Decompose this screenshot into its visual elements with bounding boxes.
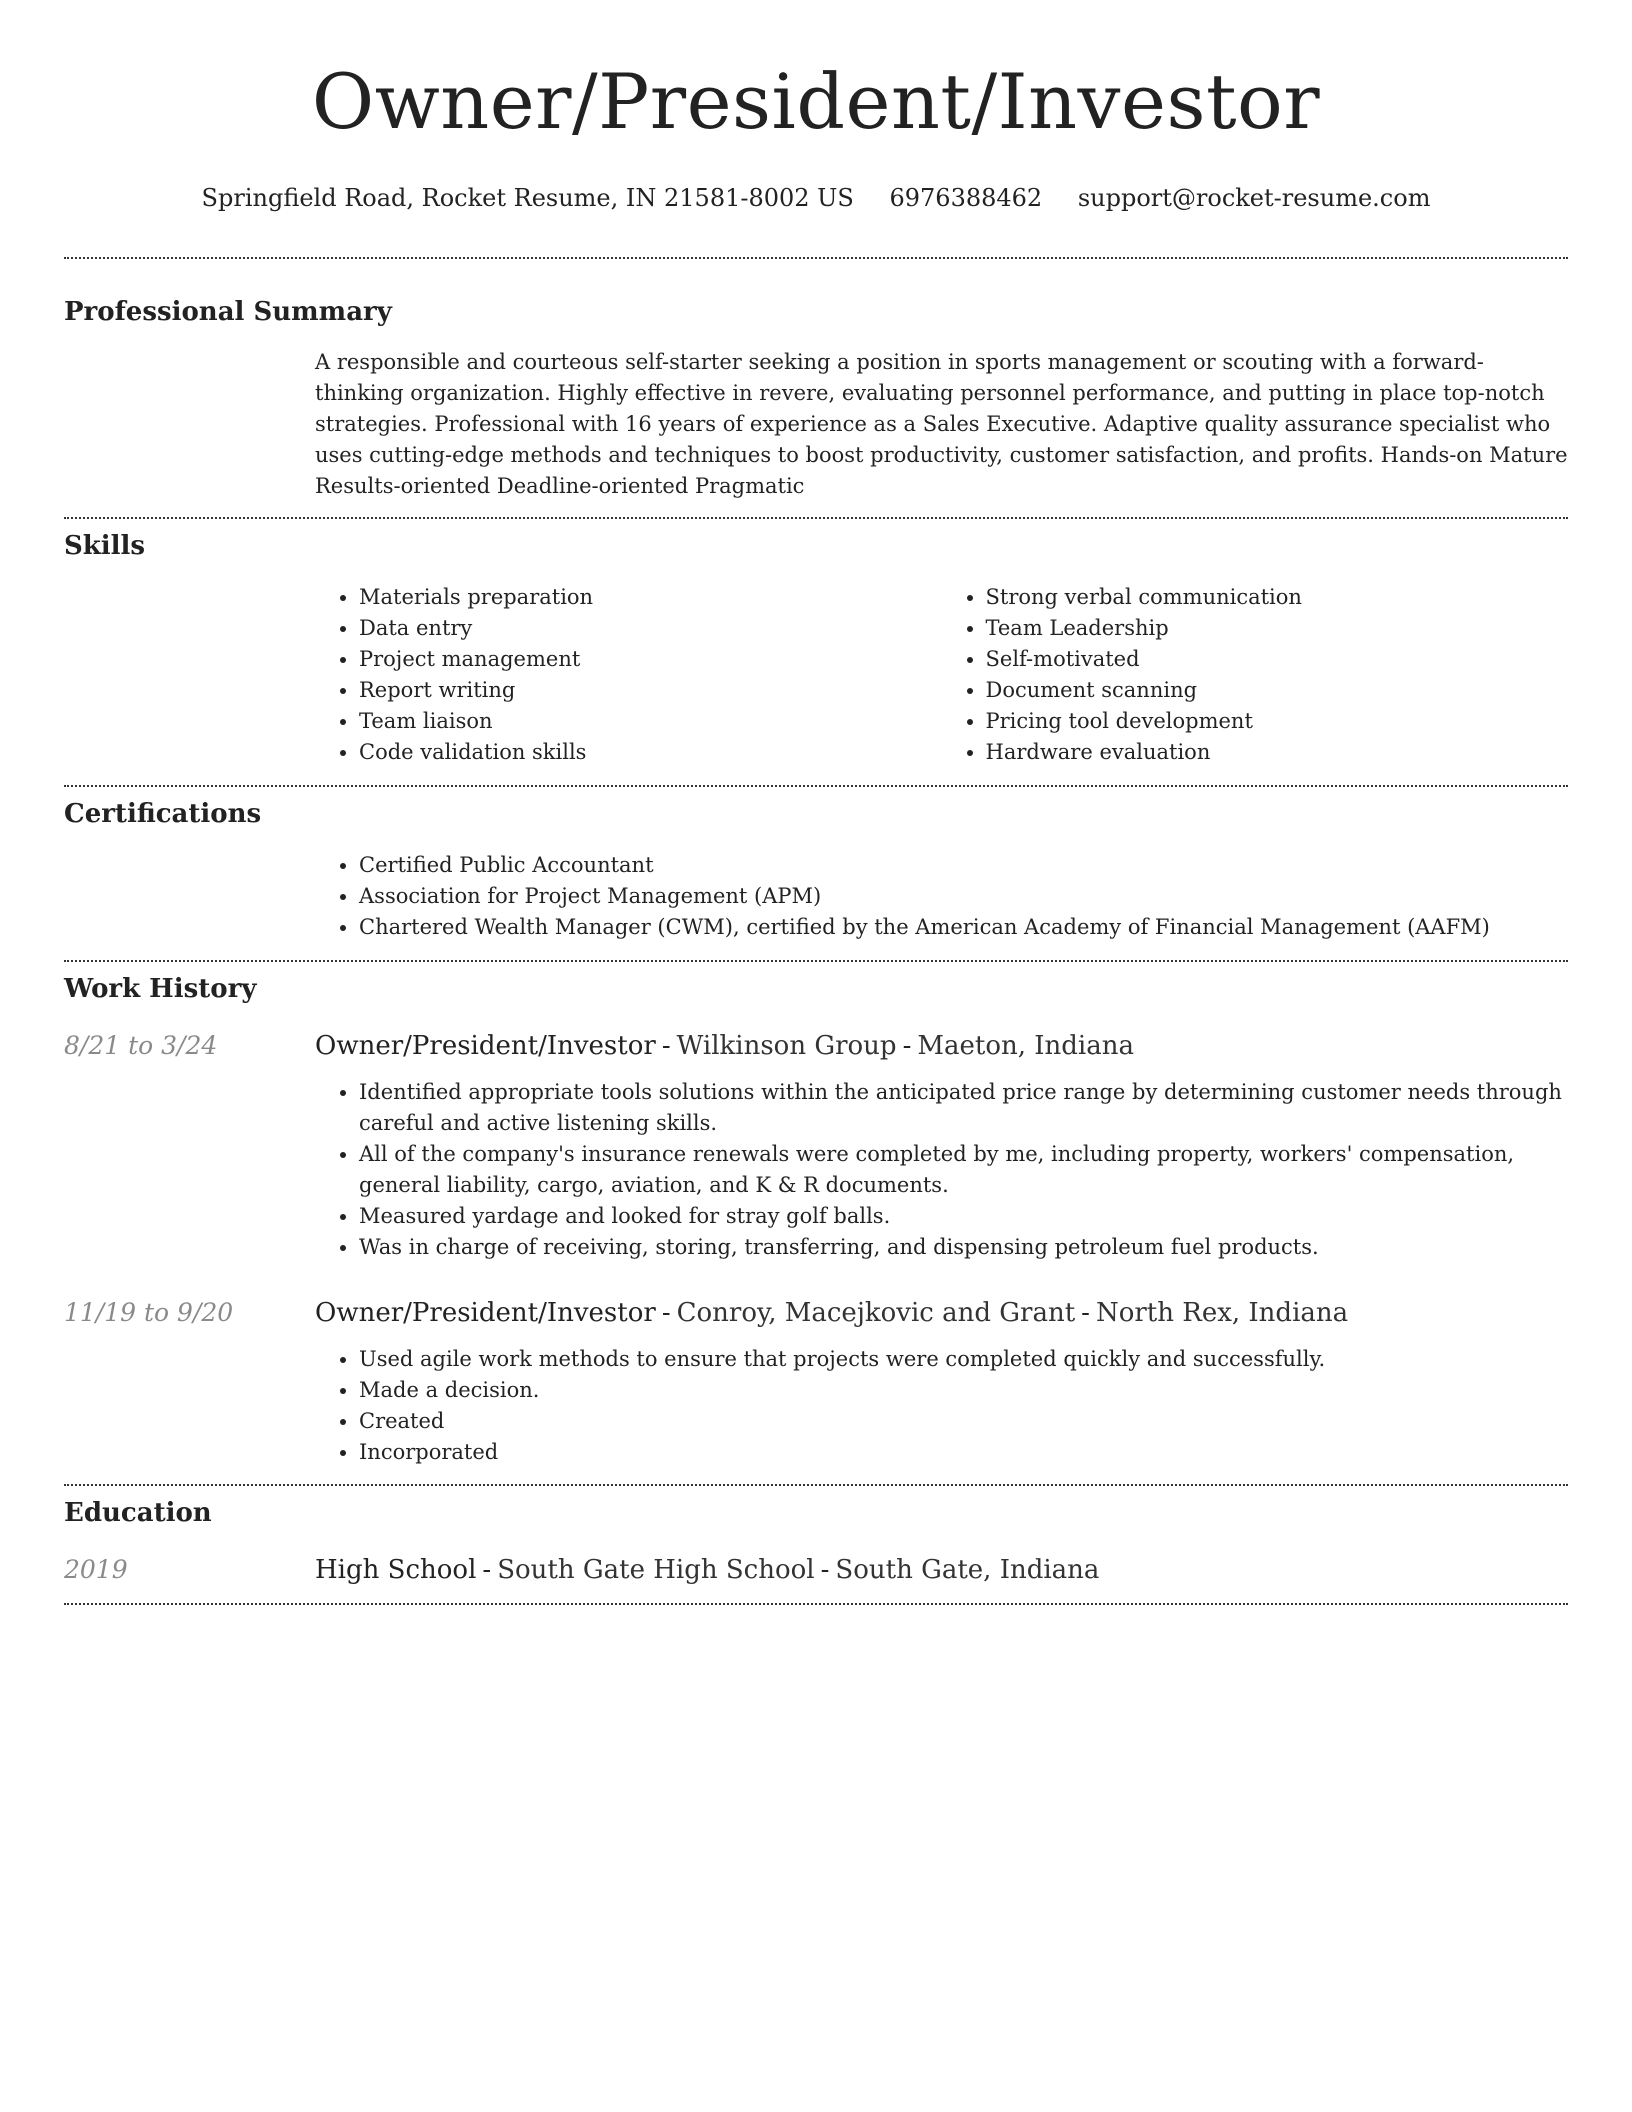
job-role: Owner/President/Investor bbox=[315, 1298, 656, 1328]
skill-item: • Pricing tool development bbox=[986, 706, 1569, 737]
skills-title: Skills bbox=[64, 531, 146, 561]
skill-item: • Code validation skills bbox=[359, 737, 942, 768]
candidate-name: Owner/President/Investor bbox=[311, 57, 1321, 146]
certification-item: • Association for Project Management (APM) bbox=[359, 881, 1568, 912]
job-location: North Rex, Indiana bbox=[1095, 1298, 1349, 1328]
skill-item: • Hardware evaluation bbox=[986, 737, 1569, 768]
certification-item: • Certified Public Accountant bbox=[359, 850, 1568, 881]
skill-item: • Team Leadership bbox=[986, 613, 1569, 644]
job-bullet: • Incorporated bbox=[359, 1437, 1568, 1468]
education-location: South Gate, Indiana bbox=[835, 1555, 1100, 1585]
skill-item: • Report writing bbox=[359, 675, 942, 706]
job-heading: Owner/President/Investor - Conroy, Macejkovic and Grant - North Rex, Indiana bbox=[315, 1298, 1349, 1328]
education-section bbox=[64, 1486, 1568, 1603]
job-bullet: • Created bbox=[359, 1406, 1568, 1437]
contact-address: Springfield Road, Rocket Resume, IN 21581-8002 US bbox=[201, 184, 854, 212]
summary-section bbox=[64, 259, 1568, 517]
skill-item: • Self-motivated bbox=[986, 644, 1569, 675]
skills-section bbox=[64, 519, 1568, 785]
summary-text: A responsible and courteous self-starter seeking a position in sports management or scouting with a forward-thinking organization. Highly effective in revere, evaluating personnel performance, and putting in place top-notch strategies. Professional with 16 years of experience as a Sales Executive. Adaptive quality assurance specialist who uses cutting-edge methods and techniques to boost productivity, customer satisfaction, and profits. Hands-on Mature Results-oriented Deadline-oriented Pragmatic bbox=[315, 350, 1568, 498]
skill-item: • Strong verbal communication bbox=[986, 582, 1569, 613]
certifications-list bbox=[315, 850, 1568, 943]
certifications-title: Certifications bbox=[64, 799, 262, 829]
job-bullet: • Measured yardage and looked for stray golf balls. bbox=[359, 1201, 1568, 1232]
skill-item: • Document scanning bbox=[986, 675, 1569, 706]
job-bullet: • Identified appropriate tools solutions within the anticipated price range by determining customer needs through careful and active listening skills. bbox=[359, 1077, 1568, 1139]
education-degree: High School bbox=[315, 1555, 477, 1585]
job-entry bbox=[64, 1029, 1568, 1263]
contact-phone: 6976388462 bbox=[889, 184, 1043, 212]
skill-item: • Team liaison bbox=[359, 706, 942, 737]
work-history-section bbox=[64, 962, 1568, 1484]
job-bullet: • Used agile work methods to ensure that projects were completed quickly and successfully. bbox=[359, 1344, 1568, 1375]
summary-title: Professional Summary bbox=[64, 297, 392, 327]
job-company: Conroy, Macejkovic and Grant bbox=[676, 1298, 1076, 1328]
contact-line bbox=[64, 182, 1568, 214]
education-year: 2019 bbox=[64, 1555, 128, 1584]
job-bullets bbox=[315, 1077, 1568, 1263]
skills-list-left bbox=[315, 582, 942, 768]
section-divider bbox=[64, 1603, 1568, 1605]
job-dates: 8/21 to 3/24 bbox=[64, 1031, 218, 1060]
education-school: South Gate High School bbox=[497, 1555, 815, 1585]
job-role: Owner/President/Investor bbox=[315, 1031, 656, 1061]
job-bullet: • All of the company's insurance renewals were completed by me, including property, workers' compensation, general liability, cargo, aviation, and K & R documents. bbox=[359, 1139, 1568, 1201]
job-company: Wilkinson Group bbox=[676, 1031, 897, 1061]
job-bullets bbox=[315, 1344, 1568, 1468]
education-heading: High School - South Gate High School - South Gate, Indiana bbox=[315, 1555, 1100, 1585]
job-heading: Owner/President/Investor - Wilkinson Group - Maeton, Indiana bbox=[315, 1031, 1134, 1061]
job-bullet: • Made a decision. bbox=[359, 1375, 1568, 1406]
job-entry bbox=[64, 1296, 1568, 1468]
certification-item: • Chartered Wealth Manager (CWM), certified by the American Academy of Financial Management (AAFM) bbox=[359, 912, 1568, 943]
skills-list-right bbox=[942, 582, 1569, 768]
certifications-section bbox=[64, 787, 1568, 960]
skill-item: • Materials preparation bbox=[359, 582, 942, 613]
education-entry bbox=[64, 1553, 1568, 1587]
education-title: Education bbox=[64, 1498, 212, 1528]
contact-email: support@rocket-resume.com bbox=[1077, 184, 1431, 212]
job-bullet: • Was in charge of receiving, storing, transferring, and dispensing petroleum fuel products. bbox=[359, 1232, 1568, 1263]
skill-item: • Data entry bbox=[359, 613, 942, 644]
job-location: Maeton, Indiana bbox=[917, 1031, 1134, 1061]
skill-item: • Project management bbox=[359, 644, 942, 675]
work-history-title: Work History bbox=[64, 974, 257, 1004]
job-dates: 11/19 to 9/20 bbox=[64, 1298, 234, 1327]
